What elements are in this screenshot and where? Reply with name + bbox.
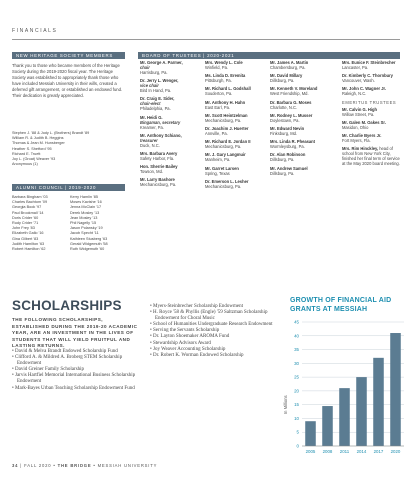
scholarship-name: Dr. Robert K. Worman Endowed Scholarship [153,352,244,358]
alumni-member: Moses Kavishe '16 [70,200,102,205]
scholarship-item [12,355,146,367]
x-tick-label: 2005 [305,449,316,454]
trustee-name: Mrs. Linda R. Pheasant [270,139,316,145]
scholarship-name: H. Royce '58 & Phyllis (Engle) '59 Saltzman Scholarship Endowment for Choral Music [153,310,268,322]
trustee-name: Hon. Sherrie Bailey [140,164,178,170]
trustee-entry [205,73,269,83]
trustee-role: treasurer [140,137,158,143]
board-header: BOARD OF TRUSTEES | 2020-2021 [138,52,400,59]
trustee-entry [205,100,269,110]
alumni-member: Rudy Crider '71 [12,221,39,226]
heritage-society-intro: Thank you to those who became members of the Heritage Society during the 2019-2020 fiscal year. The Heritage Society was established to appropriately thank those who have included Messiah University in their wills, created a deferred gift arrangement, or established an endowed fund. Their dedication is greatly appreciated. [12,63,123,98]
trustee-name: Mr. Scott Heintzelman [205,112,248,118]
scholarship-name: Joy Weaver Accounting Scholarship [153,346,226,352]
scholarships-list-right [150,304,278,359]
bullet-icon: • [12,367,16,373]
trustee-location: Fort Myers, Fla. [342,137,371,143]
alumni-member: Judith Hamilton '63 [12,241,45,246]
trustee-entry [140,151,200,161]
trustee-role: Bingaman, secretary [140,119,181,125]
trustee-location: Charlotte, N.C. [270,104,298,110]
scholarship-name: Clifford A. & Mildred A. Broberg STEM Scholarship Endowment [15,355,123,367]
alumni-member: Robert Hamilton '62 [12,247,46,252]
trustee-location: Lancaster, Pa. [342,65,369,70]
alumni-member: Elizabeth Gallo '16 [12,231,44,236]
trustee-name: Mr. Anthony H. Hahn [205,99,246,105]
chart-bar [356,377,367,446]
trustee-entry [270,60,332,70]
bullet-icon: • [150,322,154,328]
alumni-member: Jean Mosley '13 [70,215,98,220]
trustee-entry [205,126,269,136]
trustee-entry [342,60,402,70]
trustee-location: Bird In Hand, Pa. [140,88,172,94]
bullet-icon: • [12,349,16,354]
trustee-location: Mechanicsburg, Pa. [205,144,242,150]
x-tick-label: 2008 [322,449,333,454]
alumni-member: Doris Crider '60 [12,215,39,220]
trustee-location: West Friendship, Md. [270,91,309,97]
departing-trustee-note [342,146,402,166]
trustee-name: Mr. George A. Parmer, [140,60,183,65]
bullet-icon: • [150,340,154,346]
alumni-member: Charles Bachtom '09 [12,200,48,205]
trustee-entry [270,166,332,176]
trustee-entry [205,113,269,123]
trustee-name: Mr. David Millary [270,73,303,79]
trustee-name: Mr. Rodney L. Musser [270,112,313,118]
y-tick-label: 35 [294,347,299,353]
trustee-entry [140,60,200,75]
trustee-location: Philadelphia, Pa. [140,106,171,112]
alumni-council-col2 [70,195,130,252]
board-col1 [140,60,200,191]
trustee-name: Dr. Alan Robinson [270,152,306,158]
x-tick-label: 2011 [339,449,350,454]
y-tick-label: 15 [294,402,299,408]
bullet-icon: • [150,334,154,340]
trustee-entry [205,166,269,176]
trustee-name: Dr. Emerson L. Lesher [205,178,249,184]
bullet-icon: • [150,328,154,334]
trustee-name: Mr. Galen M. Oakes Sr. [342,119,386,125]
trustee-entry [205,60,269,70]
alumni-member: Jacob Specht '11 [70,231,99,236]
trustee-name: Mr. Charlie Byers Jr. [342,132,382,138]
heritage-member: William R. & Judith B. Heggins [12,136,64,141]
trustee-entry [342,73,402,83]
trustee-name: Dr. Kimberly C. Thornbury [342,73,393,79]
heritage-society-names [12,131,127,167]
footer-sep2: • [53,463,58,468]
chart-bar [390,333,401,446]
y-tick-label: 30 [294,360,299,366]
trustee-name: Dr. Joachim J. Huerter [205,125,249,131]
x-tick-label: 2017 [373,449,384,454]
emeritus-title: EMERITUS TRUSTEES [342,99,397,105]
departing-trustee-name: Mrs. Rim Hinckley, [342,146,379,152]
trustee-location: Duck, N.C. [140,142,160,148]
trustee-location: Dillsburg, Pa. [270,170,295,176]
chart-bar [305,421,316,446]
trustee-location: Finksburg, Md. [270,130,298,136]
scholarship-name: Serving the Servants Scholarship [153,328,220,334]
issue: FALL 2020 [24,463,52,468]
trustee-location: Kreamer, Pa. [140,124,164,130]
trustee-name: Mr. James A. Martin [270,60,309,65]
trustee-name: Mr. John C. Wagner Jr. [342,86,386,92]
heritage-society-header: NEW HERITAGE SOCIETY MEMBERS [12,52,125,59]
trustee-location: Wormleysburg, Pa. [270,144,305,150]
trustee-location: Spring, Texas [205,170,230,176]
trustee-location: Dillsburg, Pa. [270,157,295,163]
trustee-entry [205,86,269,96]
alumni-member: Barbara Bingham '03 [12,195,48,199]
scholarship-item [12,386,146,392]
trustee-role: chair [140,65,150,70]
trustee-location: Winfield, Pa. [205,65,228,70]
alumni-member: Jenna McClain '17 [70,205,102,210]
financial-aid-chart [282,316,407,464]
university-name: MESSIAH UNIVERSITY [97,463,158,468]
trustee-location: Souderton, Pa. [205,91,233,97]
board-col4 [342,60,402,169]
trustee-entry [140,177,200,187]
trustee-name: Mrs. Barbara Avery [140,150,178,156]
trustee-location: Harrisburg, Pa. [140,70,168,75]
y-tick-label: 25 [294,374,299,380]
trustee-role: vice chair [140,83,159,89]
scholarship-name: Jarvis Hartfiel Memorial International Business Scholarship Endowment [15,373,136,385]
trustee-location: Raleigh, N.C. [342,91,367,97]
trustee-name: Ms. Linda D. Eremita [205,73,246,79]
trustee-entry [140,115,200,130]
heritage-member: Richard E. Truett [12,151,41,156]
scholarship-item [12,373,146,385]
page-number: 34 [12,463,19,468]
trustee-entry [140,96,200,111]
scholarship-name: Dr. Layton Shoemaker AROMA Fund [153,334,230,340]
page-footer [12,463,157,468]
alumni-member: Kerry Hamlin '85 [70,195,98,199]
alumni-member: Phil Nagelly '15 [70,221,97,226]
trustee-name: Mrs. Wendy L. Cole [205,60,243,65]
trustee-name: Mr. Anthony Schiano, [140,132,182,138]
trustee-name: Dr. Craig E. Sider, [140,96,175,102]
trustee-location: Mechanicsburg, Pa. [140,182,177,188]
trustee-entry [342,133,402,143]
heritage-member: Stephen J. '88 & Jody L. (Brothers) Brandt '89 [12,131,90,135]
trustee-name: Mr. Kenneth V. Moreland [270,86,318,92]
alumni-member: John Frey '83 [12,226,35,231]
trustee-name: Mr. Calvin G. High [342,106,378,112]
alumni-member: Derek Mosley '13 [70,210,100,215]
y-tick-label: 5 [296,429,299,435]
trustee-name: Mr. Richard L. Godshall [205,86,251,92]
trustee-name: Mr. Heidi G. [140,114,163,120]
alumni-council-col1 [12,195,72,252]
trustee-location: Chambersburg, Pa. [270,65,306,70]
x-tick-label: 2020 [390,449,401,454]
trustee-entry [270,152,332,162]
trustee-location: Masidon, Ohio [342,124,369,130]
y-tick-label: 10 [294,415,299,421]
scholarship-name: Mark-Bayes Urban Teaching Scholarship Endowment Fund [15,385,135,391]
trustee-location: Mechanicsburg, Pa. [205,117,242,123]
trustee-location: Willow Street, Pa. [342,111,375,117]
trustee-entry [140,133,200,148]
trustee-location: Pittsburgh, Pa. [205,78,232,84]
alumni-member: Georgia Book '97 [12,205,42,210]
y-tick-label: 0 [296,443,299,449]
trustee-location: Manheim, Pa. [205,157,231,163]
trustee-location: Vancouver, Wash. [342,78,375,84]
trustee-name: Mr. J. Gary Langmuir [205,152,246,158]
trustee-role: chair-elect [140,101,161,107]
trustee-entry [270,139,332,149]
trustee-location: Towson, Md. [140,169,163,175]
heritage-member: Heather S. Shetford '95 [12,146,52,151]
alumni-council-header: ALUMNI COUNCIL | 2019-2020 [12,184,125,191]
bullet-icon: • [12,385,16,391]
trustee-name: Mr. Garret Larsen [205,165,239,171]
y-tick-label: 45 [294,319,299,325]
trustee-entry [270,73,332,83]
trustee-location: East Earl, Pa. [205,104,231,110]
trustee-name: Mr. Andrew Samuel [270,165,308,171]
trustee-entry [270,126,332,136]
scholarships-list-left [12,349,146,392]
magazine-name: THE BRIDGE [57,463,92,468]
x-tick-label: 2014 [356,449,367,454]
trustee-entry [342,86,402,96]
heritage-member: Thomas & Jean M. Hunsberger [12,141,65,146]
trustee-entry [342,120,402,130]
trustee-name: Dr. Barbara G. Moses [270,99,312,105]
trustee-entry [140,164,200,174]
y-tick-label: 20 [294,388,299,394]
trustee-location: Mechanicsburg, Pa. [205,183,242,189]
trustee-name: Mrs. Eunice F. Steinbrecher [342,60,396,65]
chart-bar [373,358,384,446]
scholarship-name: School of Humanities Undergraduate Research Endowment [153,322,273,328]
heritage-member: Anonymous (1) [12,162,38,167]
trustee-location: Doylestown, Pa. [270,117,300,123]
trustee-entry [342,107,402,117]
trustee-entry [270,100,332,110]
chart-bar [339,388,350,446]
bullet-icon: • [12,373,16,379]
scholarship-name: Myers-Steinbrecher Scholarship Endowment [153,304,243,309]
trustee-name: Mr. Richard E. Jordan II [205,139,251,145]
trustee-entry [205,139,269,149]
alumni-member: Gina Gilbert '83 [12,236,39,241]
bullet-icon: • [150,346,154,352]
trustee-name: Mr. Edward Nevin [270,125,305,131]
board-col2 [205,60,269,192]
alumni-member: Gerald Widgemuth '58 [70,241,108,246]
bullet-icon: • [150,352,154,358]
alumni-member: Jason Polansky '19 [70,226,103,231]
trustee-entry [140,78,200,93]
y-axis-label: In Millions [283,395,288,414]
section-eyebrow: FINANCIALS [12,28,58,34]
scholarship-name: David Greiner Family Scholarship [15,367,85,373]
y-tick-label: 40 [294,333,299,339]
scholarship-item [150,353,278,359]
alumni-member: Ruth Widgemuth '60 [70,247,105,252]
scholarship-name: David & Melva Brandt Endowed Scholarship Fund [15,349,118,354]
scholarships-title: SCHOLARSHIPS [12,298,122,313]
bullet-icon: • [12,355,16,361]
trustee-entry [205,179,269,189]
heritage-member: Joy L. (Groat) Weaver '93 [12,157,56,162]
scholarship-item [150,310,278,322]
header-divider [12,39,400,40]
chart-title: GROWTH OF FINANCIAL AID GRANTS AT MESSIAH [290,297,392,313]
alumni-member: Paul Brookmall '14 [12,210,44,215]
footer-sep3: • [93,463,98,468]
trustee-entry [270,113,332,123]
trustee-entry [205,152,269,162]
trustee-name: Mr. Larry Bashore [140,177,175,183]
trustee-location: Dillsburg, Pa. [270,78,295,84]
trustee-location: Annville, Pa. [205,130,228,136]
departing-trustee-text: head of school from New York City, finished her final term of service at the May 2020 board meeting. [342,146,400,167]
bullet-icon: • [150,304,154,309]
alumni-member: Kathleen Stusberg '63 [70,236,108,241]
trustee-name: Dr. Jerry L. Wenger, [140,78,179,84]
board-col3 [270,60,332,179]
bullet-icon: • [150,310,154,316]
footer-sep1: | [20,463,25,468]
trustee-entry [270,86,332,96]
chart-bar [322,406,333,446]
scholarship-name: Stewardship Advisors Award [153,340,211,346]
scholarships-lead: THE FOLLOWING SCHOLARSHIPS, ESTABLISHED DURING THE 2019-20 ACADEMIC YEAR, ARE AN INVESTMENT IN THE LIVES OF STUDENTS THAT WILL YIELD FRUITFUL AND LASTING RETURNS. [12,317,138,349]
trustee-location: Safety Harbor, Fla. [140,155,175,161]
